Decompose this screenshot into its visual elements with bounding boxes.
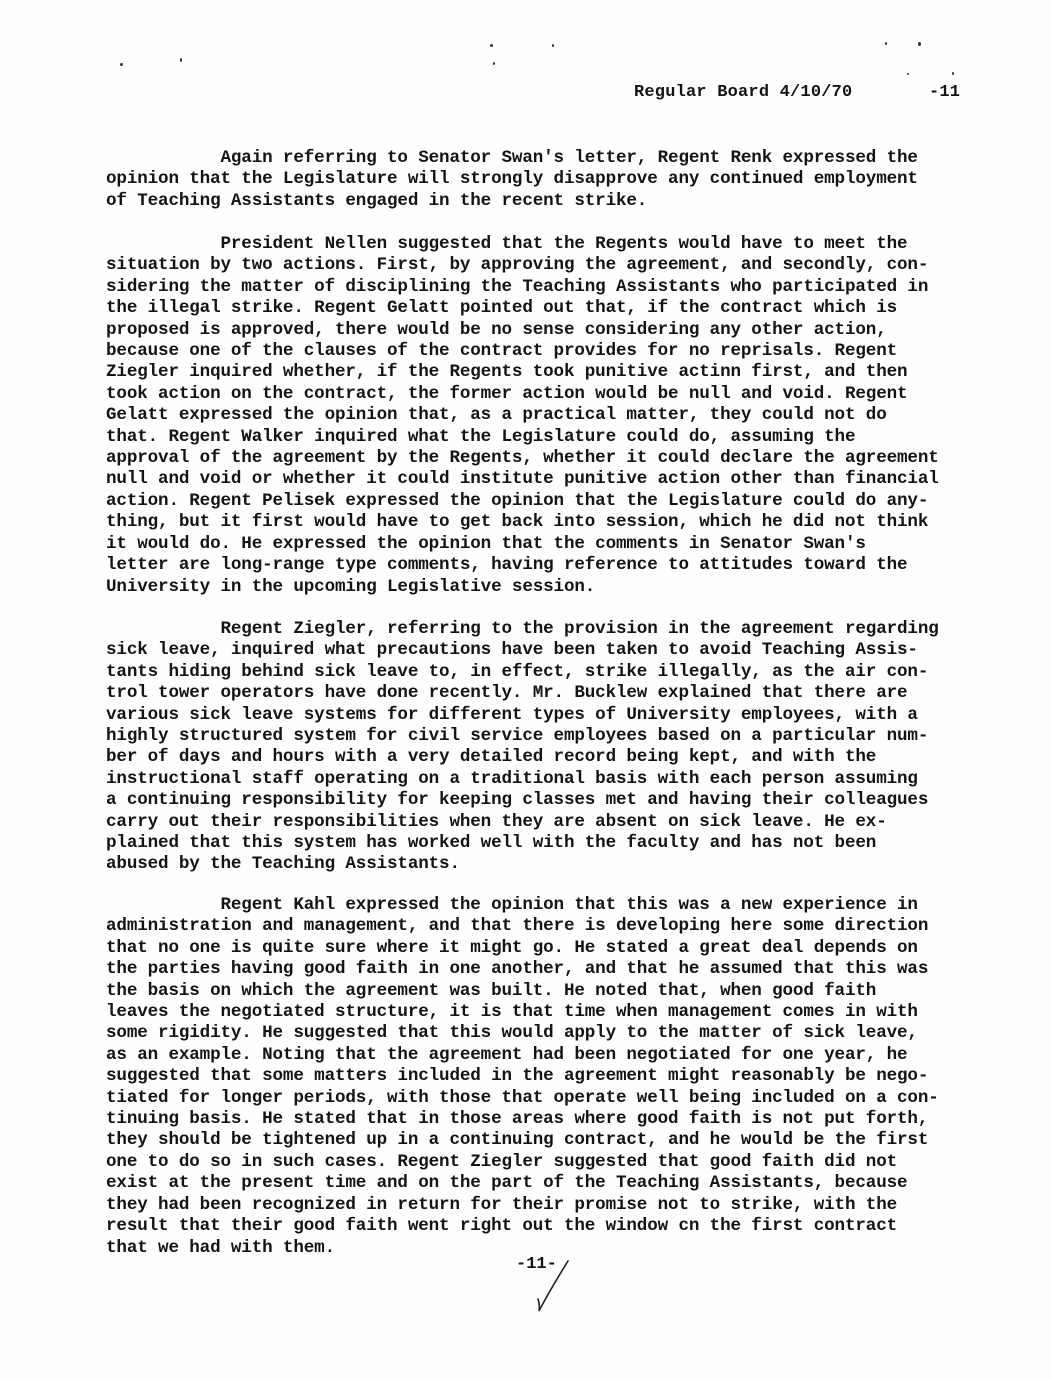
header-page-ref: -11 xyxy=(929,83,961,102)
header-title: Regular Board 4/10/70 xyxy=(634,83,853,102)
paragraph-regent-kahl: Regent Kahl expressed the opinion that this was a new experience in administration and management, and that there is developing here some direction that no one is quite sure where it might go. He stated a great deal depends on the parties having good faith in one another, and that he assumed that this was the basis on which the agreement was built. He noted that, when good faith leaves the negotiated structure, it is that time when management comes in with some rigidity. He suggested that this would apply to the matter of sick leave, as an example. Noting that the agreement had been negotiated for one year, he suggested that some matters included in the agreement might reasonably be nego- tiated for longer periods, with those that operate well being included on a con- tinuing basis. He stated that in those areas where good faith is not put forth, they should be tightened up in a continuing contract, and he would be the first one to do so in such cases. Regent Ziegler suggested that good faith did not exist at the present time and on the part of the Teaching Assistants, because they had been recognized in return for their promise not to strike, with the result that their good faith went right out the window cn the first contract that we had with them. xyxy=(106,895,939,1258)
scan-speck xyxy=(918,42,921,46)
page-footer-number: -11- xyxy=(516,1255,557,1274)
paragraph-senator-swan-letter: Again referring to Senator Swan's letter, Regent Renk expressed the opinion that the Legislature will strongly disapprove any continued employment of Teaching Assistants engaged in the recent strike. xyxy=(106,148,918,211)
scan-speck xyxy=(907,73,909,75)
scan-speck xyxy=(885,42,887,45)
scan-speck xyxy=(490,44,493,47)
scan-speck xyxy=(493,62,495,65)
paragraph-president-nellen: President Nellen suggested that the Regents would have to meet the situation by two actions. First, by approving the agreement, and secondly, con- sidering the matter of disciplining the Teaching Assistants who participated in the illegal strike. Regent Gelatt pointed out that, if the contract which is proposed is approved, there would be no sense considering any other action, because one of the clauses of the contract provides for no reprisals. Regent Ziegler inquired whether, if the Regents took punitive actinn first, and then took action on the contract, the former action would be null and void. Regent Gelatt expressed the opinion that, as a practical matter, they could not do that. Regent Walker inquired what the Legislature could do, assuming the approval of the agreement by the Regents, whether it could declare the agreement null and void or whether it could institute punitive action other than financial action. Regent Pelisek expressed the opinion that the Legislature could do any- thing, but it first would have to get back into session, which he did not think it would do. He expressed the opinion that the comments in Senator Swan's letter are long-range type comments, having reference to attitudes toward the University in the upcoming Legislative session. xyxy=(106,234,939,597)
page-header xyxy=(634,83,964,102)
scan-speck xyxy=(552,44,554,47)
scan-speck xyxy=(952,72,954,75)
handwritten-check-mark xyxy=(530,1255,580,1315)
paragraph-regent-ziegler-sick-leave: Regent Ziegler, referring to the provision in the agreement regarding sick leave, inquired what precautions have been taken to avoid Teaching Assis- tants hiding behind sick leave to, in effect, strike illegally, as the air con- trol tower operators have done recently. Mr. Bucklew explained that there are various sick leave systems for different types of University employees, with a highly structured system for civil service employees based on a particular num- ber of days and hours with a very detailed record being kept, and with the instructional staff operating on a traditional basis with each person assuming a continuing responsibility for keeping classes met and having their colleagues carry out their responsibilities when they are absent on sick leave. He ex- plained that this system has worked well with the faculty and has not been abused by the Teaching Assistants. xyxy=(106,619,939,875)
scan-speck xyxy=(180,58,182,62)
scan-speck xyxy=(120,63,123,66)
